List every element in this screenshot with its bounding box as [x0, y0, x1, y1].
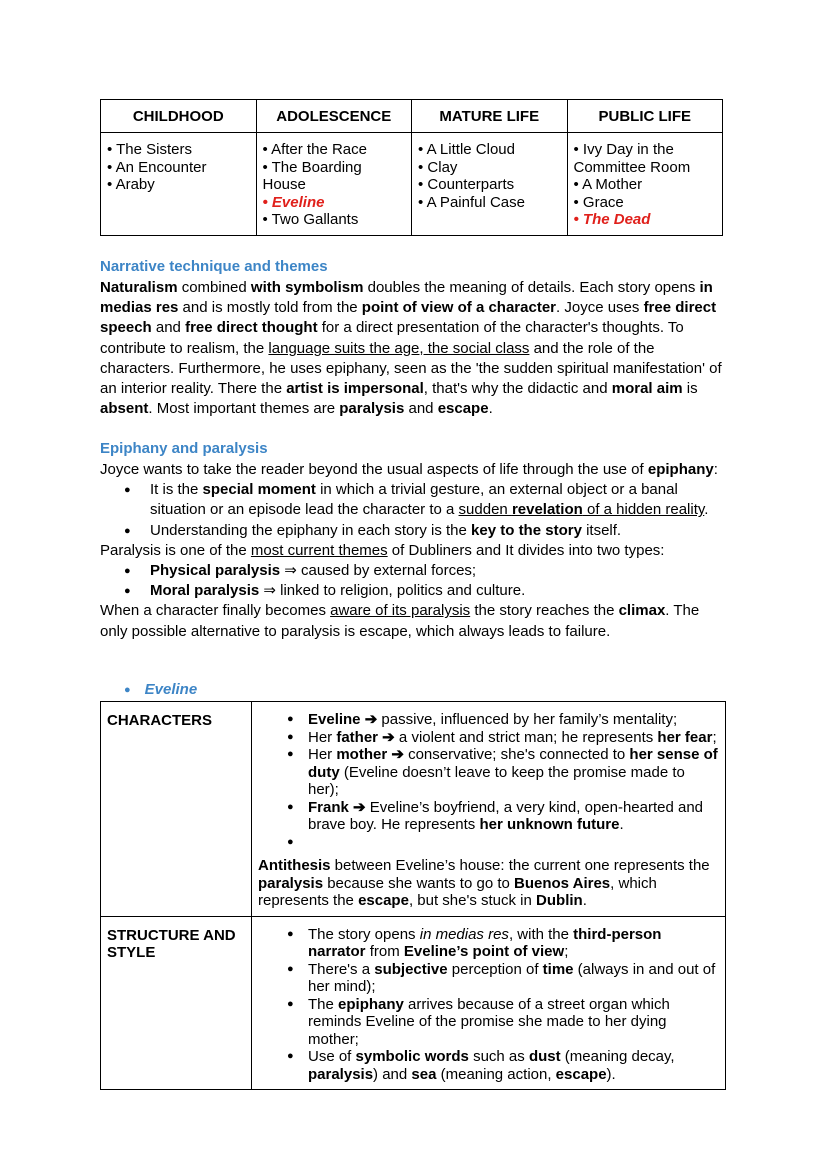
header-mature-life: MATURE LIFE	[412, 100, 568, 133]
story-item: • Counterparts	[418, 176, 515, 193]
cell-adolescence	[256, 133, 412, 236]
header-childhood: CHILDHOOD	[101, 100, 257, 133]
list-item: ● Moral paralysis ⇒ linked to religion, politics and culture.	[100, 581, 728, 601]
story-item: • Grace	[573, 193, 624, 211]
structure-list	[258, 926, 719, 1084]
epiphany-heading: Epiphany and paralysis	[100, 440, 268, 457]
periods-header-row	[101, 100, 723, 133]
paralysis-intro: Paralysis is one of the most current themes of Dubliners and It divides into two types:	[100, 541, 665, 559]
header-adolescence: ADOLESCENCE	[256, 100, 412, 133]
structure-label: STRUCTURE AND STYLE	[101, 916, 252, 1090]
cell-childhood	[101, 133, 257, 236]
list-item: ● Frank ➔ Eveline’s boyfriend, a very kind, open-hearted and brave boy. He represents her unknown future.	[258, 799, 719, 834]
eveline-table	[100, 701, 726, 1090]
list-item: ● The epiphany arrives because of a street organ which reminds Eveline of the promise she made to her dying mother;	[258, 996, 719, 1049]
narrative-paragraph: Naturalism combined with symbolism doubles the meaning of details. Each story opens in medias res and is mostly told from the point of view of a character. Joyce uses free direct speech and free direct thought for a direct presentation of the character's thoughts. To contribute to realism, the language suits the age, the social class and the role of the characters. Furthermore, he uses epiphany, seen as the 'the sudden spiritual manifestation' of an interior reality. There the artist is impersonal, that's why the didactic and moral aim is absent. Most important themes are paralysis and escape.	[100, 279, 722, 418]
characters-cell	[252, 702, 726, 917]
story-item: • A Painful Case	[418, 193, 525, 211]
story-item: • After the Race	[262, 141, 367, 158]
characters-row	[101, 702, 726, 917]
climax-paragraph: When a character finally becomes aware of its paralysis the story reaches the climax. The only possible alternative to paralysis is escape, which always leads to failure.	[100, 602, 700, 640]
story-item: • Two Gallants	[262, 211, 359, 228]
list-item: ● The story opens in medias res, with the third-person narrator from Eveline’s point of view;	[258, 926, 719, 961]
cell-mature-life	[412, 133, 568, 236]
characters-label: CHARACTERS	[101, 702, 252, 917]
paralysis-list	[100, 561, 728, 601]
story-item: • Clay	[418, 158, 458, 176]
eveline-section-title: ● Eveline	[124, 681, 198, 698]
list-item: ● It is the special moment in which a trivial gesture, an external object or a banal situation or an episode lead the character to a sudden revelation of a hidden reality.	[100, 480, 728, 520]
list-item: ● There's a subjective perception of time (always in and out of her mind);	[258, 961, 719, 996]
characters-list	[258, 711, 719, 851]
story-item: • A Mother	[573, 176, 643, 193]
list-item: ● Physical paralysis ⇒ caused by external forces;	[100, 561, 728, 581]
structure-cell	[252, 916, 726, 1090]
list-item: ● Her father ➔ a violent and strict man; he represents her fear;	[258, 729, 719, 747]
antithesis-text: Antithesis between Eveline’s house: the current one represents the paralysis because she wants to go to Buenos Aires, which represents the escape, but she's stuck in Dublin.	[258, 857, 710, 909]
story-item: • Araby	[107, 176, 155, 193]
list-item-empty	[258, 834, 719, 852]
story-item: • A Little Cloud	[418, 141, 515, 158]
story-item: • The Boarding House	[262, 158, 362, 193]
epiphany-section	[100, 460, 728, 642]
story-item-highlight: • Eveline	[262, 193, 325, 211]
list-item: ● Use of symbolic words such as dust (meaning decay, paralysis) and sea (meaning action, escape).	[258, 1048, 719, 1083]
structure-row	[101, 916, 726, 1090]
list-item: ● Her mother ➔ conservative; she's connected to her sense of duty (Eveline doesn’t leave to keep the promise made to her);	[258, 746, 719, 799]
epiphany-intro: Joyce wants to take the reader beyond the usual aspects of life through the use of epiphany:	[100, 461, 718, 478]
cell-public-life	[567, 133, 723, 236]
epiphany-list	[100, 480, 728, 541]
story-item: • An Encounter	[107, 158, 207, 176]
header-public-life: PUBLIC LIFE	[567, 100, 723, 133]
narrative-heading: Narrative technique and themes	[100, 258, 328, 275]
story-item: • The Sisters	[107, 141, 193, 158]
story-item-highlight: • The Dead	[573, 211, 651, 228]
story-item: • Ivy Day in the Committee Room	[573, 141, 691, 176]
list-item: ● Eveline ➔ passive, influenced by her family’s mentality;	[258, 711, 719, 729]
list-item: ● Understanding the epiphany in each story is the key to the story itself.	[100, 521, 728, 541]
periods-table	[100, 99, 723, 236]
periods-stories-row	[101, 133, 723, 236]
